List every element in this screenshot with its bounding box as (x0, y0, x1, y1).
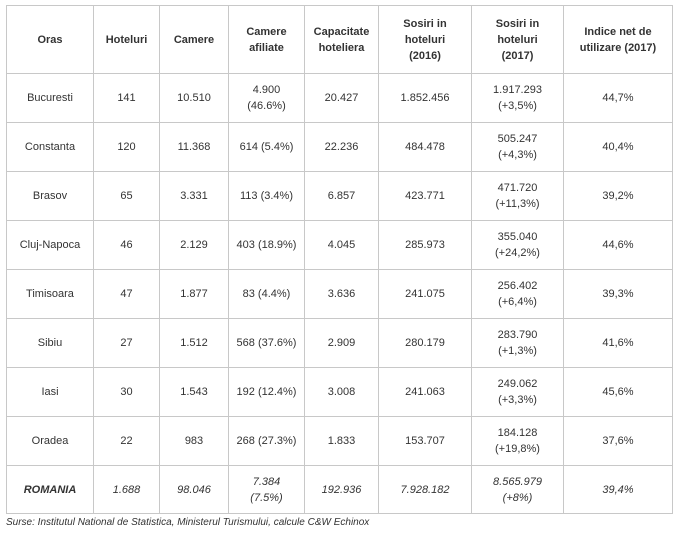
table-row (7, 270, 673, 319)
cell-camere-afiliate-line: 83 (4.4%) (242, 288, 291, 300)
cell-oras: Constanta (7, 123, 94, 172)
cell-oras: Bucuresti (7, 74, 94, 123)
cell-sosiri-2017 (472, 368, 564, 417)
cell-sosiri-2017 (472, 172, 564, 221)
table-body (7, 74, 673, 514)
cell-camere-afiliate-line: 403 (18.9%) (236, 239, 297, 251)
cell-sosiri-2017-line: 8.565.979 (493, 475, 542, 488)
header-camere: Camere (160, 6, 229, 74)
cell-sosiri-2017-line: (+8%) (502, 491, 533, 504)
cell-camere-afiliate (229, 270, 305, 319)
cell-oras: Iasi (7, 368, 94, 417)
cell-sosiri-2017 (472, 270, 564, 319)
cell-camere: 1.512 (160, 319, 229, 368)
cell-hoteluri: 120 (94, 123, 160, 172)
cell-camere: 11.368 (160, 123, 229, 172)
cell-camere-afiliate (229, 74, 305, 123)
cell-sosiri-2017-line: 249.062 (497, 378, 538, 390)
cell-capacitate: 2.909 (305, 319, 379, 368)
cell-sosiri-2017 (472, 221, 564, 270)
cell-camere-afiliate-line: 192 (12.4%) (236, 386, 297, 398)
cell-camere-afiliate-line: 614 (5.4%) (239, 141, 294, 153)
source-note: Surse: Institutul National de Statistica, Ministerul Turismului, calcule C&W Echinox (6, 517, 370, 528)
cell-sosiri-2017-line: (+11,3%) (495, 198, 540, 210)
cell-camere-afiliate (229, 123, 305, 172)
cell-sosiri-2017 (472, 74, 564, 123)
cell-sosiri-2017-line: 283.790 (497, 329, 538, 341)
cell-capacitate: 6.857 (305, 172, 379, 221)
cell-sosiri-2016: 153.707 (379, 417, 472, 466)
cell-sosiri-2017-line: (+3,3%) (498, 394, 537, 406)
cell-oras: Oradea (7, 417, 94, 466)
cell-hoteluri: 22 (94, 417, 160, 466)
cell-sosiri-2017-line: 1.917.293 (493, 84, 542, 96)
cell-sosiri-2017 (472, 417, 564, 466)
cell-indice: 37,6% (564, 417, 673, 466)
cell-camere-afiliate-line: 113 (3.4%) (240, 190, 293, 202)
header-hoteluri: Hoteluri (94, 6, 160, 74)
cell-camere-afiliate-line: (46.6%) (247, 100, 286, 112)
cell-sosiri-2016: 241.063 (379, 368, 472, 417)
header-camere-afiliate: Camere afiliate (229, 6, 305, 74)
cell-hoteluri: 46 (94, 221, 160, 270)
cell-capacitate: 22.236 (305, 123, 379, 172)
cell-sosiri-2016: 484.478 (379, 123, 472, 172)
cell-indice: 44,6% (564, 221, 673, 270)
cell-sosiri-2017-line: 471.720 (497, 182, 538, 194)
cell-sosiri-2016: 285.973 (379, 221, 472, 270)
header-oras: Oras (7, 6, 94, 74)
cell-camere-afiliate-line: 7.384 (252, 475, 281, 488)
cell-hoteluri: 1.688 (94, 466, 160, 514)
cell-sosiri-2017 (472, 466, 564, 514)
header-sosiri-2017: Sosiri in hoteluri (2017) (472, 6, 564, 74)
cell-sosiri-2016: 1.852.456 (379, 74, 472, 123)
cell-camere: 98.046 (160, 466, 229, 514)
header-sosiri-2016: Sosiri in hoteluri (2016) (379, 6, 472, 74)
table-total-row (7, 466, 673, 514)
cell-sosiri-2016: 241.075 (379, 270, 472, 319)
cell-sosiri-2017-line: (+4,3%) (498, 149, 537, 161)
cell-oras: Cluj-Napoca (7, 221, 94, 270)
cell-oras: Brasov (7, 172, 94, 221)
table-row (7, 74, 673, 123)
cell-camere: 3.331 (160, 172, 229, 221)
cell-camere-afiliate-line: 268 (27.3%) (236, 435, 297, 447)
cell-oras: Sibiu (7, 319, 94, 368)
cell-capacitate: 192.936 (305, 466, 379, 514)
header-indice-net: Indice net de utilizare (2017) (564, 6, 673, 74)
cell-indice: 45,6% (564, 368, 673, 417)
cell-sosiri-2017-line: (+6,4%) (498, 296, 537, 308)
table-row (7, 417, 673, 466)
cell-sosiri-2017-line: 184.128 (497, 427, 538, 439)
cell-sosiri-2017-line: (+1,3%) (498, 345, 537, 357)
cell-capacitate: 3.636 (305, 270, 379, 319)
cell-capacitate: 20.427 (305, 74, 379, 123)
cell-camere-afiliate (229, 319, 305, 368)
cell-camere-afiliate-line: (7.5%) (250, 491, 283, 504)
header-capacitate-hoteliera: Capacitate hoteliera (305, 6, 379, 74)
cell-camere-afiliate (229, 417, 305, 466)
cell-camere-afiliate (229, 466, 305, 514)
cell-camere: 1.543 (160, 368, 229, 417)
cell-camere: 10.510 (160, 74, 229, 123)
cell-camere: 1.877 (160, 270, 229, 319)
table-header-row (7, 6, 673, 74)
cell-hoteluri: 30 (94, 368, 160, 417)
cell-sosiri-2017-line: 256.402 (497, 280, 538, 292)
cell-camere-afiliate (229, 221, 305, 270)
cell-camere: 2.129 (160, 221, 229, 270)
cell-camere: 983 (160, 417, 229, 466)
hotel-statistics-table (6, 5, 673, 514)
cell-indice: 41,6% (564, 319, 673, 368)
cell-sosiri-2017-line: (+24,2%) (495, 247, 540, 259)
table-row (7, 319, 673, 368)
cell-sosiri-2017-line: (+3,5%) (498, 100, 537, 112)
table-row (7, 368, 673, 417)
cell-indice: 39,2% (564, 172, 673, 221)
cell-capacitate: 3.008 (305, 368, 379, 417)
cell-sosiri-2016: 423.771 (379, 172, 472, 221)
cell-capacitate: 4.045 (305, 221, 379, 270)
cell-sosiri-2016: 7.928.182 (379, 466, 472, 514)
cell-camere-afiliate (229, 172, 305, 221)
cell-indice: 44,7% (564, 74, 673, 123)
cell-sosiri-2017 (472, 123, 564, 172)
table-row (7, 172, 673, 221)
cell-indice: 39,3% (564, 270, 673, 319)
cell-hoteluri: 47 (94, 270, 160, 319)
cell-oras: Timisoara (7, 270, 94, 319)
cell-hoteluri: 141 (94, 74, 160, 123)
cell-sosiri-2017-line: 355.040 (497, 231, 538, 243)
cell-sosiri-2017 (472, 319, 564, 368)
cell-oras: ROMANIA (7, 466, 94, 514)
cell-camere-afiliate-line: 4.900 (252, 84, 281, 96)
cell-camere-afiliate (229, 368, 305, 417)
cell-indice: 39,4% (564, 466, 673, 514)
cell-hoteluri: 27 (94, 319, 160, 368)
cell-sosiri-2017-line: (+19,8%) (495, 443, 540, 455)
table-row (7, 221, 673, 270)
cell-camere-afiliate-line: 568 (37.6%) (236, 337, 297, 349)
cell-sosiri-2017-line: 505.247 (497, 133, 538, 145)
cell-sosiri-2016: 280.179 (379, 319, 472, 368)
cell-hoteluri: 65 (94, 172, 160, 221)
cell-capacitate: 1.833 (305, 417, 379, 466)
table-row (7, 123, 673, 172)
cell-indice: 40,4% (564, 123, 673, 172)
